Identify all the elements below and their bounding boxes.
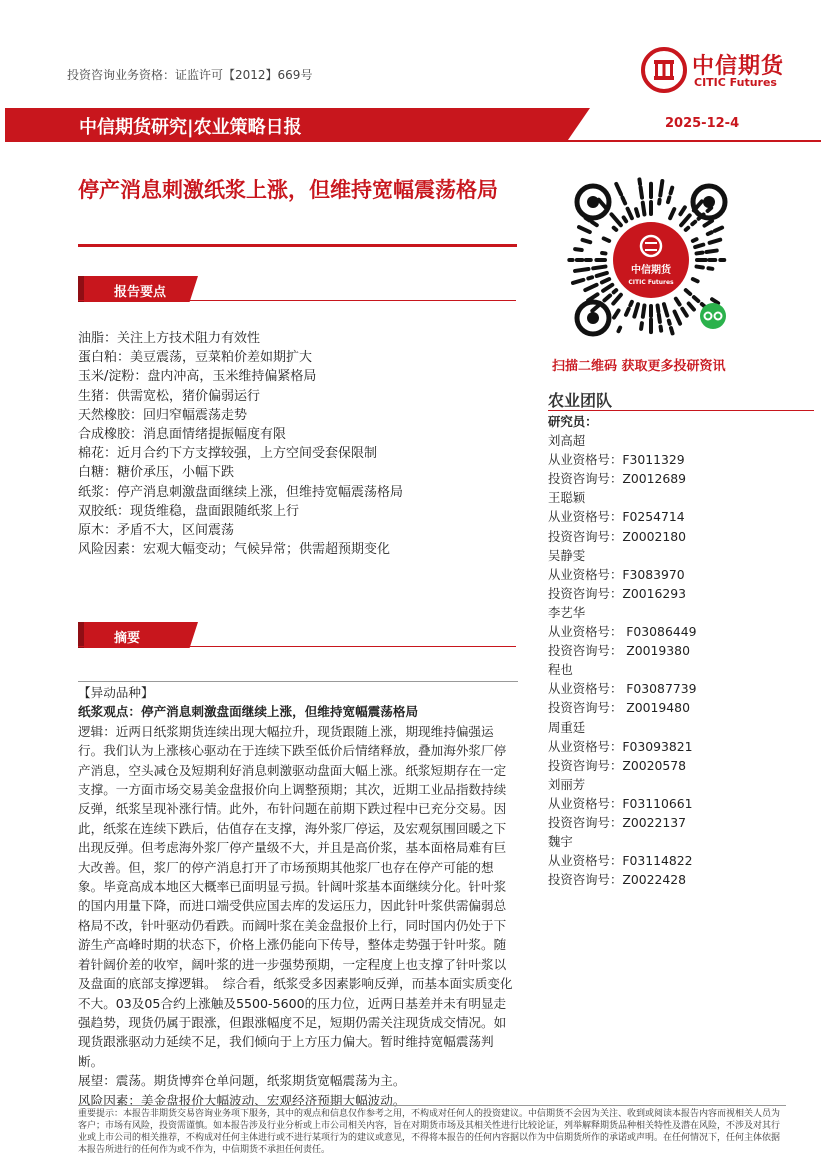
researcher-name: 王聪颖 (548, 490, 586, 506)
qr-caption: 扫描二维码 获取更多投研资讯 (552, 359, 726, 374)
qr-code-icon[interactable] (563, 172, 739, 348)
logo-chinese-name: 中信期货 (692, 54, 785, 79)
citic-logo-icon (641, 47, 687, 93)
summary-headline: 纸浆观点：停产消息刺激盘面继续上涨，但维持宽幅震荡格局 (78, 704, 419, 720)
researcher-qualification: 从业资格号：F03110661 (548, 795, 693, 811)
researcher-qualification: 从业资格号： F03087739 (548, 681, 697, 697)
researcher-consult: 投资咨询号：Z0002180 (548, 528, 687, 544)
researcher-qualification: 从业资格号：F03093821 (548, 738, 693, 754)
list-item: 白糖：糖价承压，小幅下跌 (78, 465, 235, 481)
researcher-name: 周重廷 (548, 719, 586, 735)
researcher-consult: 投资咨询号：Z0020578 (548, 757, 687, 773)
section-summary-label: 摘要 (114, 631, 141, 646)
qr-center-cn: 中信期货 (631, 265, 671, 276)
list-item: 天然橡胶：回归窄幅震荡走势 (78, 407, 248, 423)
list-item: 棉花：近月合约下方支撑较强，上方空间受套保限制 (78, 446, 378, 462)
researcher-consult: 投资咨询号：Z0022428 (548, 872, 687, 888)
list-item: 纸浆：停产消息刺激盘面继续上涨，但维持宽幅震荡格局 (78, 484, 404, 500)
logo-english-name: CITIC Futures (694, 76, 777, 89)
researcher-name: 吴静雯 (548, 547, 586, 563)
section-key-points-label: 报告要点 (114, 285, 167, 300)
list-item: 合成橡胶：消息面情绪提振幅度有限 (78, 427, 287, 443)
researcher-name: 程也 (548, 662, 573, 678)
researcher-name: 刘丽芳 (548, 776, 586, 792)
license-text: 投资咨询业务资格：证监许可【2012】669号 (67, 68, 313, 82)
qr-center-en: CITIC Futures (628, 279, 674, 286)
summary-risk: 风险因素：美金盘报价大幅波动、宏观经济预期大幅波动。 (78, 1092, 406, 1108)
researcher-name: 魏宇 (548, 834, 573, 850)
list-item: 油脂：关注上方技术阻力有效性 (78, 331, 261, 346)
report-banner (5, 102, 821, 150)
section-key-points (78, 276, 516, 302)
list-item: 双胶纸：现货维稳，盘面跟随纸浆上行 (78, 503, 300, 519)
researcher-name: 刘高超 (548, 433, 586, 449)
company-logo (641, 44, 811, 96)
researcher-qualification: 从业资格号： F03086449 (548, 624, 697, 640)
team-role: 研究员： (548, 414, 598, 429)
summary-logic: 逻辑：近两日纸浆期货连续出现大幅拉升，现货跟随上涨，期现维持偏强运行。我们认为上涨核心驱动在于连续下跌至低价后情绪释放，叠加海外浆厂停产消息，空头减仓及短期利好消息刺激驱动盘面大幅上涨。纸浆短期存在一定支撑。一方面市场交易美金盘报价向上调整预期；其次，近期工业品指数持续反弹，纸浆呈现补涨行情。此外，布针问题在前期下跌过程中已充分交易。因此，纸浆在连续下跌后，估值存在支撑，海外浆厂停运，及宏观氛围回暖之下出现反弹。但考虑海外浆厂停产量级不大，并且是高价浆，基本面格局难有巨大改善。但，浆厂的停产消息打开了市场预期其他浆厂也存在停产可能的想象。毕竟高成本地区大概率已面明显亏损。针阔叶浆基本面继续分化。针叶浆的国内用量下降，而进口端受供应国去库的发运压力，因此针叶浆供需偏弱总格局不改，针叶驱动仍看跌。而阔叶浆在美金盘报价上行，同时国内仍处于下游生产高峰时期的状态下，价格上涨仍能向下传导，整体走势强于针叶浆。随着针阔价差的收窄，阔叶浆的进一步强势预期，一定程度上也支撑了针叶浆以及盘面的底部支撑逻辑。 综合看，纸浆受多因素影响反弹，而基本面实质变化不大。03及05合约上涨触及5500-5600的压力位，近两日基差并未有明显走强趋势，现货仍属于跟涨，但跟涨幅度不足，短期仍需关注现货成交情况。如现货跟涨驱动力延续不足，我们倾向于上方压力偏大。暂时维持宽幅震荡判断。 (78, 723, 513, 1069)
summary-outlook: 展望：震荡。期货博弈仓单问题，纸浆期货宽幅震荡为主。 (78, 1073, 406, 1089)
list-item: 玉米/淀粉：盘内冲高，玉米维持偏紧格局 (78, 369, 317, 385)
list-item: 蛋白粕：美豆震荡，豆菜粕价差如期扩大 (78, 350, 313, 366)
summary-tag: 【异动品种】 (78, 681, 518, 702)
report-date: 2025-12-4 (665, 116, 740, 131)
researcher-consult: 投资咨询号： Z0019480 (548, 700, 690, 716)
title-divider (78, 244, 517, 247)
researcher-qualification: 从业资格号：F3011329 (548, 452, 685, 468)
team-title: 农业团队 (548, 391, 613, 410)
key-points-list (78, 329, 518, 559)
team-list (548, 412, 696, 889)
researcher-name: 李艺华 (548, 604, 586, 620)
report-title: 停产消息刺激纸浆上涨，但维持宽幅震荡格局 (78, 178, 498, 202)
researcher-qualification: 从业资格号：F03114822 (548, 853, 693, 869)
list-item: 原木：矛盾不大，区间震荡 (78, 523, 235, 539)
disclaimer: 重要提示：本报告非期货交易咨询业务项下服务，其中的观点和信息仅作参考之用，不构成对任何人的投资建议。中信期货不会因为关注、收到或阅读本报告内容而视相关人员为客户；市场有风险，投资需谨慎。如本报告涉及行业分析或上市公司相关内容，旨在对期货市场及其相关性进行比较论证，列举解释期货品种相关特性及潜在风险，不涉及对其行业或上市公司的相关推荐，不构成对任何主体进行或不进行某项行为的建议或意见，不得将本报告的任何内容据以作为中信期货所作的承诺或声明。在任何情况下，任何主体依据本报告所进行的任何作为或不作为，中信期货不承担任何责任。 (78, 1105, 786, 1156)
researcher-qualification: 从业资格号：F3083970 (548, 566, 685, 582)
researcher-consult: 投资咨询号：Z0022137 (548, 814, 687, 830)
researcher-qualification: 从业资格号：F0254714 (548, 509, 685, 525)
list-item: 生猪：供需宽松，猪价偏弱运行 (78, 388, 261, 404)
researcher-consult: 投资咨询号：Z0012689 (548, 471, 687, 487)
list-item: 风险因素：宏观大幅变动；气候异常；供需超预期变化 (78, 542, 391, 558)
researcher-consult: 投资咨询号：Z0016293 (548, 585, 687, 601)
summary-body (78, 677, 518, 1110)
section-summary (78, 622, 516, 648)
banner-title: 中信期货研究|农业策略日报 (79, 117, 302, 138)
team-divider (548, 410, 814, 411)
researcher-consult: 投资咨询号： Z0019380 (548, 643, 690, 659)
